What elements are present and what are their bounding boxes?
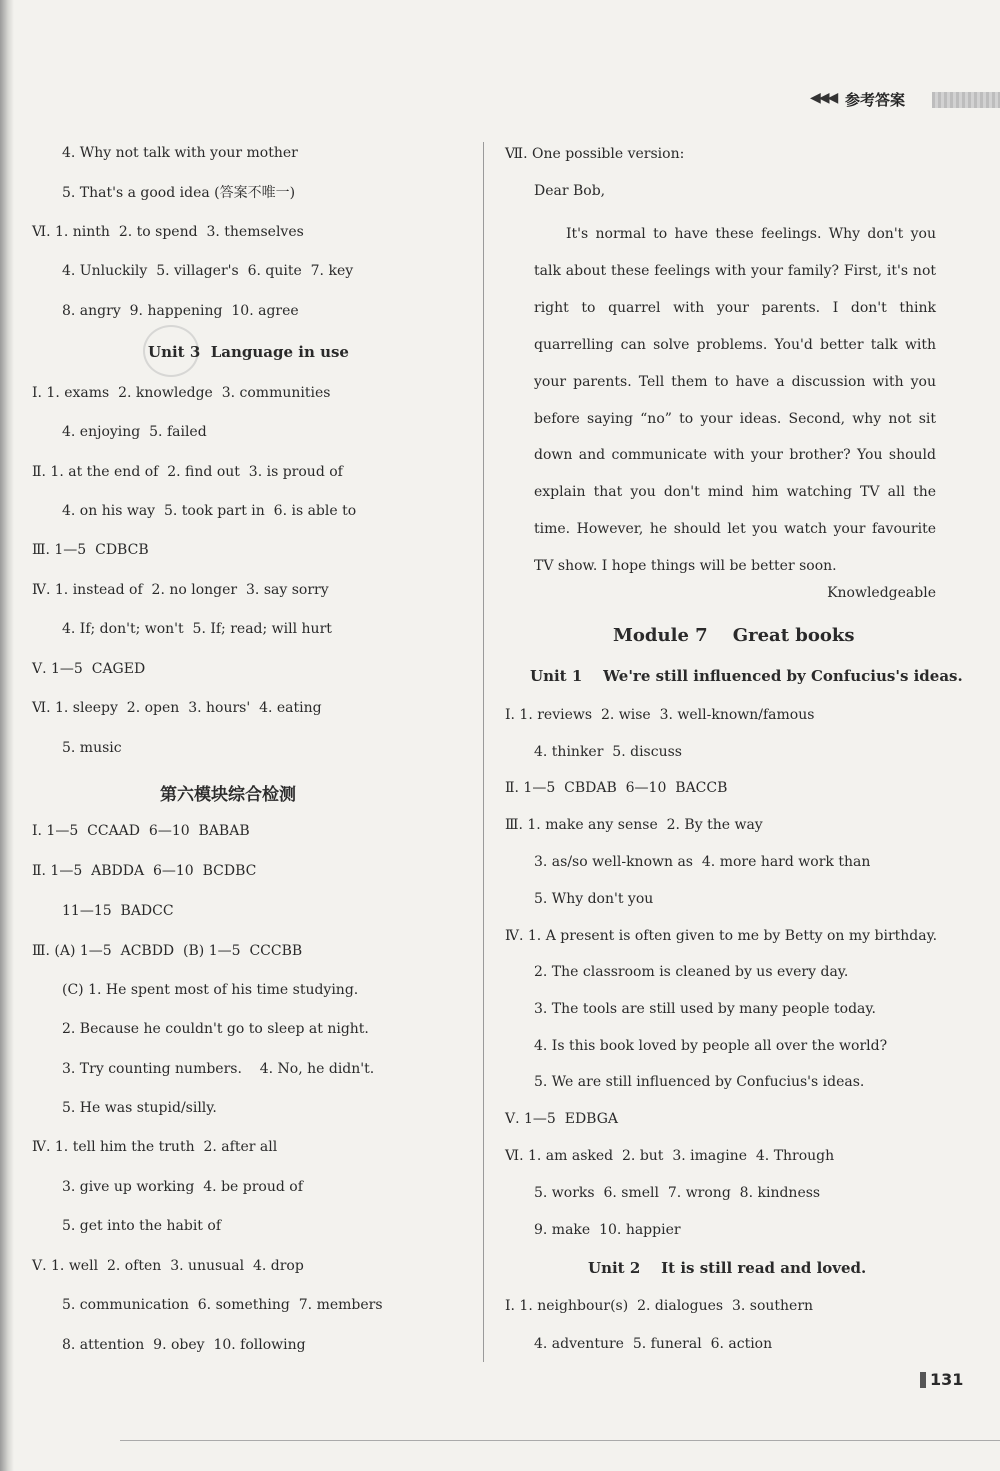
answer-line: 9. make 10. happier	[534, 1222, 681, 1238]
answer-line: 3. as/so well-known as 4. more hard work than	[534, 854, 871, 870]
header-title: 参考答案	[845, 91, 906, 109]
answer-line: 4. Why not talk with your mother	[62, 145, 298, 161]
answer-line: 8. angry 9. happening 10. agree	[62, 303, 299, 319]
unit2-heading: Unit 2 It is still read and loved.	[588, 1259, 867, 1277]
page-header	[800, 88, 1000, 112]
answer-line: Ⅱ. 1—5 ABDDA 6—10 BCDBC	[32, 863, 257, 879]
letter-paragraph: It's normal to have these feelings. Why don't you talk about these feelings with your family? First, it's not right to quarrel with your parents. I don't think quarrelling can solve problems. You'd better talk with your parents. Tell them to have a discussion with you before saying “no” to your ideas. Second, why not sit down and communicate with your brother? You should explain that you don't mind him watching TV all the time. However, he should let you watch your favourite TV show. I hope things will be better soon.	[534, 226, 936, 575]
unit3-heading: Unit 3 Language in use	[148, 343, 349, 361]
answer-line: Ⅵ. 1. ninth 2. to spend 3. themselves	[32, 224, 304, 240]
answer-line: (C) 1. He spent most of his time studying.	[62, 982, 359, 998]
answer-line: 5. works 6. smell 7. wrong 8. kindness	[534, 1185, 821, 1201]
answer-line: 3. The tools are still used by many people today.	[534, 1001, 876, 1017]
answer-line: 5. get into the habit of	[62, 1218, 221, 1234]
answer-line: 2. Because he couldn't go to sleep at night.	[62, 1021, 369, 1037]
module7-heading: Module 7 Great books	[613, 625, 855, 646]
answer-line: Ⅴ. 1—5 EDBGA	[505, 1111, 619, 1127]
answer-line: Ⅱ. 1. at the end of 2. find out 3. is proud of	[32, 464, 343, 480]
answer-line: 4. on his way 5. took part in 6. is able to	[62, 503, 357, 519]
letter-greeting: Dear Bob,	[534, 183, 606, 199]
answer-line: 8. attention 9. obey 10. following	[62, 1337, 306, 1353]
answer-line: 5. music	[62, 740, 122, 756]
answer-line: Ⅲ. (A) 1—5 ACBDD (B) 1—5 CCCBB	[32, 943, 303, 959]
answer-line: 2. The classroom is cleaned by us every day.	[534, 964, 849, 980]
answer-line: Ⅰ. 1. neighbour(s) 2. dialogues 3. southern	[505, 1298, 814, 1314]
answer-line: Ⅲ. 1—5 CDBCB	[32, 542, 149, 558]
answer-line: Ⅵ. 1. sleepy 2. open 3. hours' 4. eating	[32, 700, 322, 716]
answer-line: 5. We are still influenced by Confucius's ideas.	[534, 1074, 865, 1090]
answer-line: Ⅰ. 1. reviews 2. wise 3. well-known/famous	[505, 707, 815, 723]
page-number: 131	[930, 1370, 964, 1389]
answer-line: 5. That's a good idea (答案不唯一)	[62, 185, 296, 201]
answer-line: Ⅵ. 1. am asked 2. but 3. imagine 4. Through	[505, 1148, 835, 1164]
book-spine-shadow	[0, 0, 14, 1471]
answer-line: Ⅰ. 1. exams 2. knowledge 3. communities	[32, 385, 331, 401]
answer-line: 4. thinker 5. discuss	[534, 744, 682, 760]
answer-line: 3. give up working 4. be proud of	[62, 1179, 303, 1195]
answer-line: Ⅳ. 1. A present is often given to me by Betty on my birthday.	[505, 928, 938, 944]
answer-line: 5. communication 6. something 7. members	[62, 1297, 383, 1313]
answer-line: Ⅳ. 1. instead of 2. no longer 3. say sorry	[32, 582, 329, 598]
answer-line: 4. Is this book loved by people all over the world?	[534, 1038, 888, 1054]
answer-line: Ⅰ. 1—5 CCAAD 6—10 BABAB	[32, 823, 250, 839]
letter-signature: Knowledgeable	[827, 585, 936, 601]
answer-line: Ⅱ. 1—5 CBDAB 6—10 BACCB	[505, 780, 728, 796]
arrows-icon: ◀◀◀	[810, 90, 837, 106]
answer-line: Ⅴ. 1—5 CAGED	[32, 661, 146, 677]
answer-line: Ⅳ. 1. tell him the truth 2. after all	[32, 1139, 278, 1155]
answer-line: 3. Try counting numbers. 4. No, he didn't.	[62, 1061, 375, 1077]
answer-line: 4. enjoying 5. failed	[62, 424, 207, 440]
answer-line: 4. If; don't; won't 5. If; read; will hurt	[62, 621, 332, 637]
answer-line: 4. Unluckily 5. villager's 6. quite 7. key	[62, 263, 354, 279]
unit1-heading: Unit 1 We're still influenced by Confucius's ideas.	[530, 667, 963, 685]
header-bar	[932, 92, 1000, 108]
answer-line: 5. Why don't you	[534, 891, 654, 907]
answer-line: 4. adventure 5. funeral 6. action	[534, 1336, 773, 1352]
answer-line: 11—15 BADCC	[62, 903, 174, 919]
bottom-rule	[120, 1440, 1000, 1441]
answer-line: Ⅲ. 1. make any sense 2. By the way	[505, 817, 763, 833]
answer-line: 5. He was stupid/silly.	[62, 1100, 217, 1116]
answer-line: Ⅴ. 1. well 2. often 3. unusual 4. drop	[32, 1258, 304, 1274]
column-divider	[483, 142, 484, 1362]
writing-label: Ⅶ. One possible version:	[505, 146, 685, 162]
module6-test-heading: 第六模块综合检测	[160, 785, 296, 805]
